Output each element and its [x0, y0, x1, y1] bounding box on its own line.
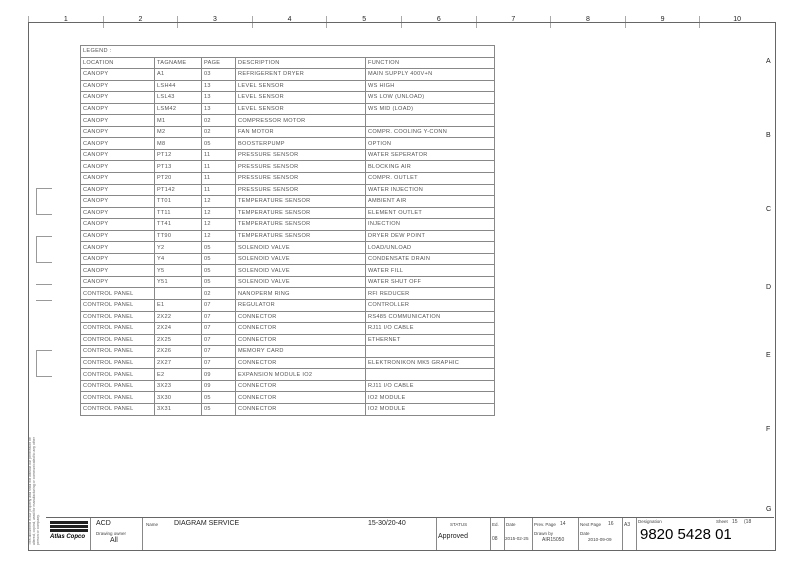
column-number: 6 [401, 16, 476, 28]
drawn-by-label: Drawn by [534, 531, 554, 536]
table-cell: NANOPERM RING [236, 288, 366, 300]
table-cell: Y2 [155, 242, 202, 254]
table-row [81, 161, 495, 173]
row-letter: E [766, 352, 771, 359]
table-cell: PT12 [155, 149, 202, 161]
table-cell: 11 [202, 184, 236, 196]
table-row [81, 288, 495, 300]
legend-header-cell: PAGE [202, 57, 236, 69]
table-cell: 02 [202, 126, 236, 138]
name-label: Name [146, 522, 159, 527]
table-row [81, 92, 495, 104]
table-cell: TT41 [155, 219, 202, 231]
table-cell: 2X26 [155, 346, 202, 358]
acd-label: ACD [96, 520, 111, 527]
table-cell: IO2 MODULE [366, 392, 495, 404]
table-cell: 2X24 [155, 323, 202, 335]
table-cell: DRYER DEW POINT [366, 230, 495, 242]
column-number: 7 [476, 16, 551, 28]
table-cell: TT11 [155, 207, 202, 219]
table-cell: CONTROL PANEL [81, 369, 155, 381]
table-cell: EXPANSION MODULE IO2 [236, 369, 366, 381]
table-cell: 3X23 [155, 380, 202, 392]
table-cell: COMPRESSOR MOTOR [236, 115, 366, 127]
table-row [81, 369, 495, 381]
table-cell: CONDENSATE DRAIN [366, 253, 495, 265]
table-cell: LEVEL SENSOR [236, 80, 366, 92]
designation-number: 9820 5428 01 [640, 526, 732, 543]
table-cell: 05 [202, 253, 236, 265]
table-cell: CANOPY [81, 115, 155, 127]
table-cell: WATER SEPERATOR [366, 149, 495, 161]
table-row [81, 103, 495, 115]
table-cell: CONNECTOR [236, 392, 366, 404]
table-cell: 12 [202, 207, 236, 219]
table-row [81, 230, 495, 242]
next-page-label: Next Page [580, 522, 602, 527]
atlas-copco-logo [50, 521, 88, 547]
table-cell: E1 [155, 300, 202, 312]
legend-header-cell: DESCRIPTION [236, 57, 366, 69]
table-cell: TEMPERATURE SENSOR [236, 230, 366, 242]
table-cell: CANOPY [81, 92, 155, 104]
next-page-value: 16 [608, 521, 614, 527]
table-row [81, 357, 495, 369]
table-cell: CANOPY [81, 173, 155, 185]
table-cell: WATER FILL [366, 265, 495, 277]
table-cell: 07 [202, 311, 236, 323]
table-row [81, 80, 495, 92]
table-cell: WATER INJECTION [366, 184, 495, 196]
table-cell: 3X30 [155, 392, 202, 404]
table-row [81, 242, 495, 254]
table-cell: LSM42 [155, 103, 202, 115]
legend-table [80, 45, 495, 416]
drawing-owner-value: All [110, 537, 118, 544]
table-cell: 02 [202, 115, 236, 127]
table-row [81, 126, 495, 138]
table-cell: CANOPY [81, 103, 155, 115]
table-cell: 13 [202, 92, 236, 104]
table-cell: PT20 [155, 173, 202, 185]
table-cell: CONNECTOR [236, 311, 366, 323]
table-cell: CONTROL PANEL [81, 288, 155, 300]
table-cell: 07 [202, 300, 236, 312]
table-cell: SOLENOID VALVE [236, 253, 366, 265]
table-cell: CANOPY [81, 219, 155, 231]
table-cell: AMBIENT AIR [366, 196, 495, 208]
table-cell: CANOPY [81, 184, 155, 196]
table-cell: 09 [202, 380, 236, 392]
row-letter: D [766, 284, 772, 291]
table-cell: ELEMENT OUTLET [366, 207, 495, 219]
table-cell: FAN MOTOR [236, 126, 366, 138]
company-name: Atlas Copco [50, 534, 86, 541]
table-cell: CONTROL PANEL [81, 392, 155, 404]
table-cell: CANOPY [81, 242, 155, 254]
table-cell: CANOPY [81, 80, 155, 92]
table-cell: Y5 [155, 265, 202, 277]
row-letter: B [766, 132, 771, 139]
table-cell: CONNECTOR [236, 380, 366, 392]
table-row [81, 276, 495, 288]
table-cell: WS HIGH [366, 80, 495, 92]
table-row [81, 392, 495, 404]
table-cell: LOAD/UNLOAD [366, 242, 495, 254]
table-cell: 12 [202, 230, 236, 242]
table-cell: CONNECTOR [236, 357, 366, 369]
table-cell: Y4 [155, 253, 202, 265]
table-cell: TEMPERATURE SENSOR [236, 196, 366, 208]
table-cell: 13 [202, 103, 236, 115]
prev-page-cell [532, 518, 579, 550]
title-block [46, 517, 774, 550]
table-cell: E2 [155, 369, 202, 381]
table-cell: CONTROL PANEL [81, 311, 155, 323]
table-row [81, 219, 495, 231]
table-cell: 3X31 [155, 403, 202, 415]
date-cell [504, 518, 533, 550]
logo-cell [46, 518, 91, 550]
status-cell [436, 518, 491, 550]
table-cell: 07 [202, 346, 236, 358]
table-row [81, 196, 495, 208]
table-cell: 07 [202, 334, 236, 346]
table-cell [366, 346, 495, 358]
column-number: 1 [28, 16, 103, 28]
table-cell: COMPR. OUTLET [366, 173, 495, 185]
prev-page-value: 14 [560, 521, 566, 527]
date-label: Date [506, 522, 516, 527]
column-number: 2 [103, 16, 178, 28]
table-cell: TEMPERATURE SENSOR [236, 219, 366, 231]
table-cell: BOOSTERPUMP [236, 138, 366, 150]
table-cell: COMPR. COOLING Y-CONN [366, 126, 495, 138]
table-cell: 05 [202, 403, 236, 415]
table-cell: CONTROLLER [366, 300, 495, 312]
table-row [81, 346, 495, 358]
side-note: This document is our property and shall not without our permission be altered, copied, used for manufacturing or communicated to any other person or company. [28, 437, 40, 545]
table-cell: CANOPY [81, 161, 155, 173]
row-letter: F [766, 426, 771, 433]
legend-header-row [81, 57, 495, 69]
table-cell: CANOPY [81, 126, 155, 138]
table-cell: 11 [202, 173, 236, 185]
table-cell: SOLENOID VALVE [236, 242, 366, 254]
edition-label: Ed. [492, 522, 499, 527]
table-row [81, 334, 495, 346]
table-cell: 05 [202, 276, 236, 288]
table-cell: CANOPY [81, 69, 155, 81]
table-cell: MAIN SUPPLY 400V+N [366, 69, 495, 81]
table-row [81, 311, 495, 323]
table-cell: RJ11 I/O CABLE [366, 323, 495, 335]
table-row [81, 184, 495, 196]
table-cell: LSH44 [155, 80, 202, 92]
table-cell: CONTROL PANEL [81, 323, 155, 335]
legend-header-cell: LOCATION [81, 57, 155, 69]
table-cell [366, 115, 495, 127]
table-cell: RFI REDUCER [366, 288, 495, 300]
sheet-value: 15 [732, 519, 738, 525]
table-row [81, 115, 495, 127]
table-cell: TT90 [155, 230, 202, 242]
table-cell: CANOPY [81, 230, 155, 242]
next-page-cell [578, 518, 623, 550]
name-cell [142, 518, 437, 550]
table-cell: PT13 [155, 161, 202, 173]
table-cell: WS LOW (UNLOAD) [366, 92, 495, 104]
size-cell [622, 518, 637, 550]
table-cell: Y51 [155, 276, 202, 288]
table-cell: M2 [155, 126, 202, 138]
table-cell: 11 [202, 149, 236, 161]
row-letter: A [766, 58, 771, 65]
table-cell: CANOPY [81, 253, 155, 265]
legend-title: LEGEND : [81, 46, 495, 58]
drawing-owner-label: Drawing owner [96, 531, 127, 536]
drawing-name: DIAGRAM SERVICE [174, 520, 240, 527]
table-cell: REFRIGERENT DRYER [236, 69, 366, 81]
table-cell: A1 [155, 69, 202, 81]
table-cell [366, 369, 495, 381]
size-value: A3 [624, 522, 631, 528]
table-cell: ETHERNET [366, 334, 495, 346]
table-cell: 2X22 [155, 311, 202, 323]
table-cell: TEMPERATURE SENSOR [236, 207, 366, 219]
legend-header-cell: FUNCTION [366, 57, 495, 69]
table-row [81, 207, 495, 219]
status-label: STATUS [450, 522, 468, 527]
table-row [81, 138, 495, 150]
table-cell: REGULATOR [236, 300, 366, 312]
table-cell: INJECTION [366, 219, 495, 231]
table-cell: CONTROL PANEL [81, 380, 155, 392]
table-cell: CANOPY [81, 196, 155, 208]
table-cell: OPTION [366, 138, 495, 150]
status-value: Approved [438, 533, 468, 540]
legend-header-cell: TAGNAME [155, 57, 202, 69]
table-cell: CONNECTOR [236, 323, 366, 335]
row-letter: G [766, 506, 772, 513]
table-cell: BLOCKING AIR [366, 161, 495, 173]
drawing-code: 15-30/20-40 [368, 520, 406, 527]
date-value: 2015-02-25 [505, 536, 529, 541]
table-cell: M1 [155, 115, 202, 127]
table-cell: CONNECTOR [236, 334, 366, 346]
table-cell: CANOPY [81, 207, 155, 219]
date2-label: Date [580, 531, 590, 536]
table-row [81, 149, 495, 161]
table-cell: WS MID (LOAD) [366, 103, 495, 115]
table-cell: MEMORY CARD [236, 346, 366, 358]
table-cell: CONTROL PANEL [81, 334, 155, 346]
table-cell: LEVEL SENSOR [236, 103, 366, 115]
table-cell: CANOPY [81, 265, 155, 277]
table-cell: CONTROL PANEL [81, 346, 155, 358]
table-row [81, 265, 495, 277]
table-cell: CONNECTOR [236, 403, 366, 415]
table-cell: WATER SHUT OFF [366, 276, 495, 288]
column-number: 5 [326, 16, 401, 28]
sheet-label: Sheet [716, 519, 728, 524]
table-cell: LSL43 [155, 92, 202, 104]
table-cell: 05 [202, 242, 236, 254]
table-cell: CANOPY [81, 138, 155, 150]
drawn-by-value: AIR15050 [542, 537, 565, 543]
table-cell: PRESSURE SENSOR [236, 184, 366, 196]
table-cell [155, 288, 202, 300]
table-cell: 12 [202, 196, 236, 208]
column-number: 8 [550, 16, 625, 28]
column-number: 10 [699, 16, 774, 28]
table-row [81, 253, 495, 265]
column-number: 4 [252, 16, 327, 28]
table-cell: 02 [202, 288, 236, 300]
table-cell: PRESSURE SENSOR [236, 161, 366, 173]
table-cell: SOLENOID VALVE [236, 265, 366, 277]
table-cell: 13 [202, 80, 236, 92]
edition-cell [490, 518, 505, 550]
table-cell: CANOPY [81, 149, 155, 161]
table-cell: RS485 COMMUNICATION [366, 311, 495, 323]
sheet-total: (18 [744, 519, 752, 525]
table-cell: CONTROL PANEL [81, 357, 155, 369]
table-row [81, 173, 495, 185]
table-cell: LEVEL SENSOR [236, 92, 366, 104]
table-cell: TT01 [155, 196, 202, 208]
table-cell: 11 [202, 161, 236, 173]
table-row [81, 323, 495, 335]
table-cell: 05 [202, 392, 236, 404]
table-cell: CONTROL PANEL [81, 403, 155, 415]
table-row [81, 380, 495, 392]
table-cell: ELEKTRONIKON MK5 GRAPHIC [366, 357, 495, 369]
column-number: 3 [177, 16, 252, 28]
prev-page-label: Prev. Page [534, 522, 556, 527]
table-cell: PRESSURE SENSOR [236, 173, 366, 185]
table-cell: RJ11 I/O CABLE [366, 380, 495, 392]
table-cell: 09 [202, 369, 236, 381]
table-cell: 07 [202, 357, 236, 369]
table-cell: CONTROL PANEL [81, 300, 155, 312]
table-cell: 2X25 [155, 334, 202, 346]
table-cell: PRESSURE SENSOR [236, 149, 366, 161]
table-row [81, 403, 495, 415]
table-cell: M8 [155, 138, 202, 150]
table-cell: 12 [202, 219, 236, 231]
row-letter: C [766, 206, 772, 213]
table-cell: IO2 MODULE [366, 403, 495, 415]
table-row [81, 69, 495, 81]
acd-cell [90, 518, 143, 550]
table-cell: 07 [202, 323, 236, 335]
date2-value: 2010-09-09 [588, 537, 612, 542]
table-cell: CANOPY [81, 276, 155, 288]
table-row [81, 300, 495, 312]
table-cell: 05 [202, 138, 236, 150]
column-number: 9 [625, 16, 700, 28]
designation-cell [636, 518, 774, 550]
table-cell: PT142 [155, 184, 202, 196]
legend-title-row [81, 46, 495, 58]
table-cell: 05 [202, 265, 236, 277]
table-cell: 2X27 [155, 357, 202, 369]
edition-value: 08 [492, 536, 498, 542]
table-cell: SOLENOID VALVE [236, 276, 366, 288]
table-cell: 03 [202, 69, 236, 81]
designation-label: Designation [638, 519, 662, 524]
